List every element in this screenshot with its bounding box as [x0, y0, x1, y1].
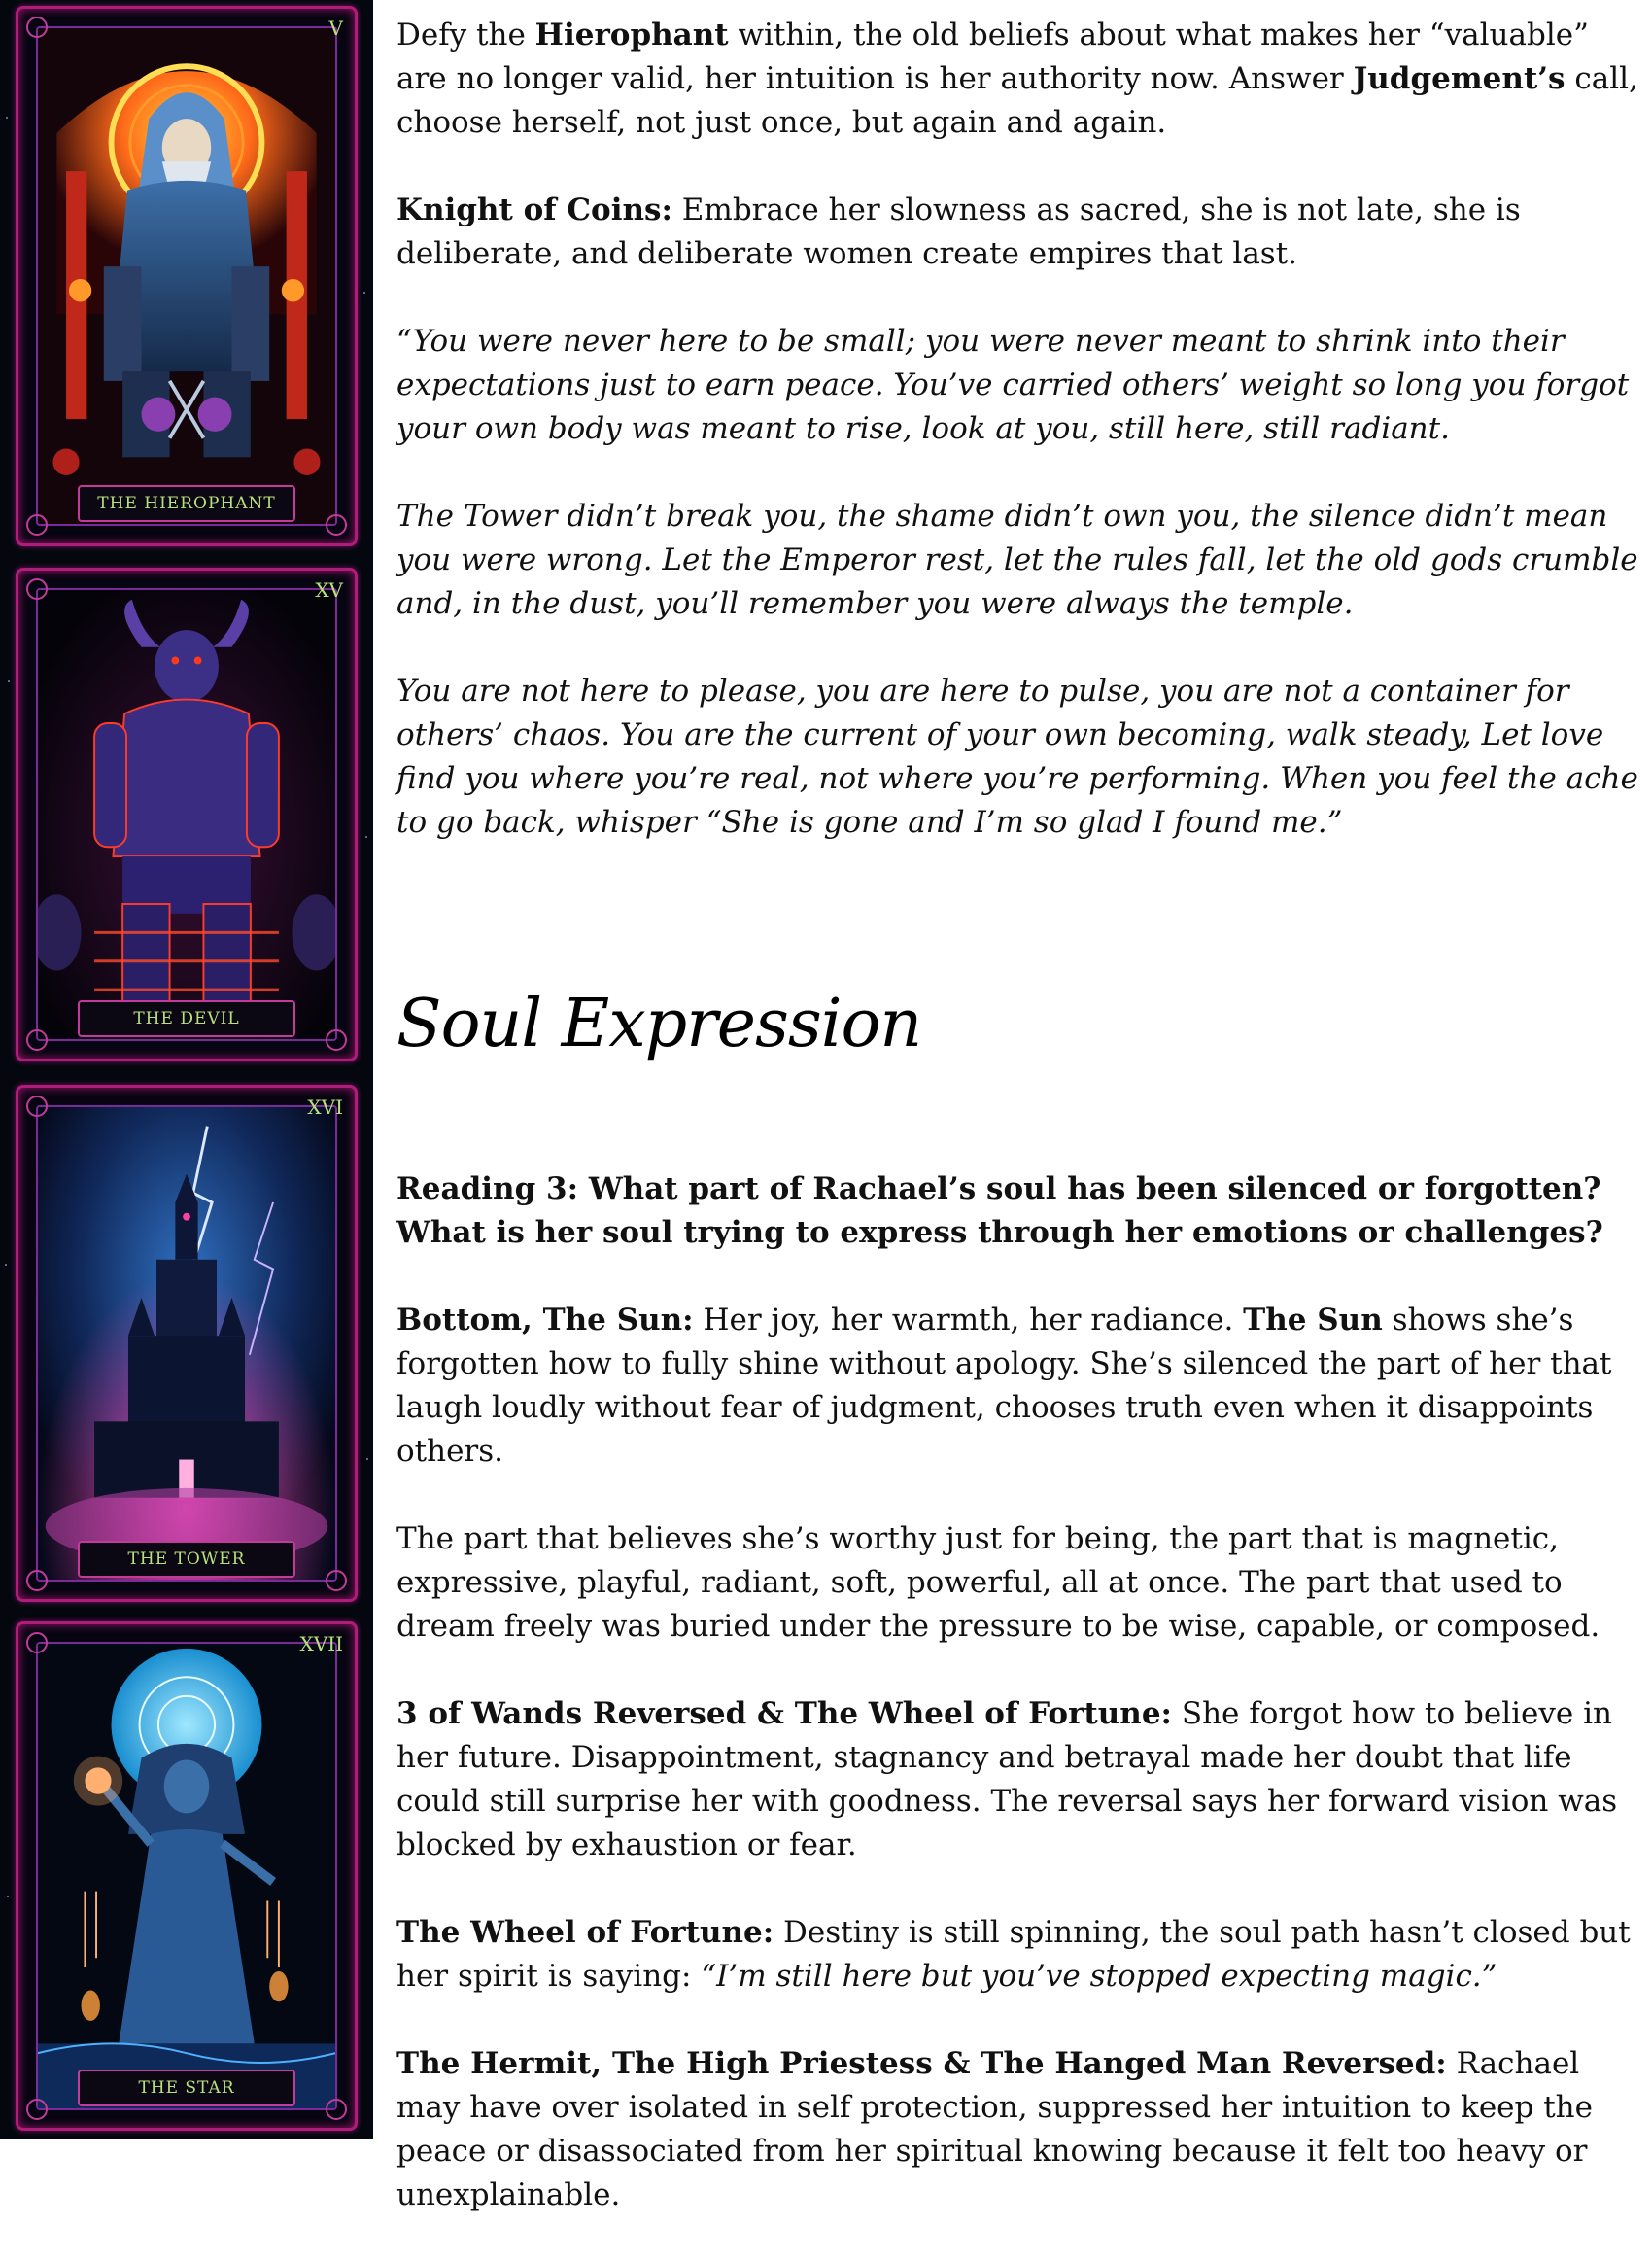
card-numeral: XVI [307, 1096, 343, 1119]
text: Rachael may have over isolated in self protection, suppressed her intuition to keep the peace or disassociated from her spiritual knowing because it felt too heavy or unexplainable. [396, 2046, 1593, 2212]
corner-ornament [326, 1029, 347, 1051]
hierophant-card [16, 6, 358, 546]
text: within, the old beliefs about what makes her “valuable” are no longer valid, her intuition is her authority now. Answer [396, 17, 1589, 96]
section-title: Soul Expression [396, 986, 922, 1062]
star-card [16, 1621, 358, 2131]
card-numeral: V [328, 17, 343, 40]
reading-heading: Reading 3: What part of Rachael’s soul has been silenced or forgotten? What is her soul trying to express through her emotions or challenges? [396, 1171, 1603, 1250]
paragraph-hermit [396, 2042, 1644, 2217]
devil-artwork [36, 588, 337, 1041]
quote-paragraph-2: The Tower didn’t break you, the shame didn’t own you, the silence didn’t mean you were wrong. Let the Emperor rest, let the rules fall, let the old gods crumble and, in the dust, you’ll remember you were always the temple. [396, 499, 1638, 621]
bold-term: The Wheel of Fortune: [396, 1915, 774, 1950]
bold-term: Judgement’s [1353, 61, 1566, 96]
corner-ornament [26, 1029, 48, 1051]
quote-paragraph-3: You are not here to please, you are here to pulse, you are not a container for others’ chaos. You are the current of your own becoming, walk steady, Let love find you where you’re real, not where you’re performing. When you feel the ache to go back, whisper “She is gone and I’m so glad I found me.” [396, 674, 1638, 840]
bold-term: Knight of Coins: [396, 192, 672, 227]
corner-ornament [326, 1570, 347, 1591]
reading-text [396, 14, 1644, 2261]
corner-ornament [26, 1096, 48, 1117]
text: call, choose herself, not just once, but again and again. [396, 61, 1638, 140]
paragraph-knight-of-coins [396, 189, 1644, 276]
corner-ornament [26, 578, 48, 600]
hierophant-artwork [36, 26, 337, 526]
card-name: THE HIEROPHANT [78, 485, 295, 522]
corner-ornament [326, 2099, 347, 2120]
card-numeral: XVII [299, 1632, 343, 1655]
corner-ornament [326, 514, 347, 536]
paragraph-the-sun [396, 1299, 1644, 1474]
paragraph-worthy: The part that believes she’s worthy just for being, the part that is magnetic, expressive, playful, radiant, soft, powerful, all at once. The part that used to dream freely was buried under the pressure to be wise, capable, or composed. [396, 1521, 1600, 1644]
corner-ornament [26, 1632, 48, 1653]
card-name: THE TOWER [78, 1541, 295, 1578]
text: Defy the [396, 17, 535, 52]
text: Embrace her slowness as sacred, she is not late, she is deliberate, and deliberate women create empires that last. [396, 192, 1521, 271]
devil-card [16, 568, 358, 1061]
paragraph-hierophant [396, 14, 1644, 145]
tarot-card-column [0, 0, 373, 2139]
text: She forgot how to believe in her future. Disappointment, stagnancy and betrayal made her doubt that life could still surprise her with goodness. The reversal says her forward vision was blocked by exhaustion or fear. [396, 1696, 1618, 1862]
text: Destiny is still spinning, the soul path hasn’t closed but her spirit is saying: [396, 1915, 1631, 1994]
card-name: THE DEVIL [78, 1000, 295, 1037]
bold-term: The Sun [1243, 1303, 1383, 1338]
paragraph-3-of-wands [396, 1692, 1644, 1867]
corner-ornament [26, 514, 48, 536]
text: Her joy, her warmth, her radiance. [693, 1303, 1244, 1338]
card-name: THE STAR [78, 2070, 295, 2106]
tower-artwork [36, 1105, 337, 1582]
star-artwork [36, 1642, 337, 2110]
paragraph-wheel-of-fortune [396, 1911, 1644, 1999]
corner-ornament [26, 2099, 48, 2120]
bold-term: 3 of Wands Reversed & The Wheel of Fortune: [396, 1696, 1172, 1731]
quote-paragraph-1: “You were never here to be small; you were never meant to shrink into their expectations just to earn peace. You’ve carried others’ weight so long you forgot your own body was meant to rise, look at you, still here, still radiant. [396, 324, 1630, 446]
corner-ornament [26, 17, 48, 38]
italic-quote: “I’m still here but you’ve stopped expecting magic.” [701, 1959, 1497, 1994]
text: shows she’s forgotten how to fully shine without apology. She’s silenced the part of her that laugh loudly without fear of judgment, chooses truth even when it disappoints others. [396, 1303, 1612, 1469]
bold-term: The Hermit, The High Priestess & The Hanged Man Reversed: [396, 2046, 1447, 2081]
tower-card [16, 1085, 358, 1602]
corner-ornament [26, 1570, 48, 1591]
card-numeral: XV [315, 578, 343, 602]
bold-term: Bottom, The Sun: [396, 1303, 694, 1338]
bold-term: Hierophant [534, 17, 729, 52]
